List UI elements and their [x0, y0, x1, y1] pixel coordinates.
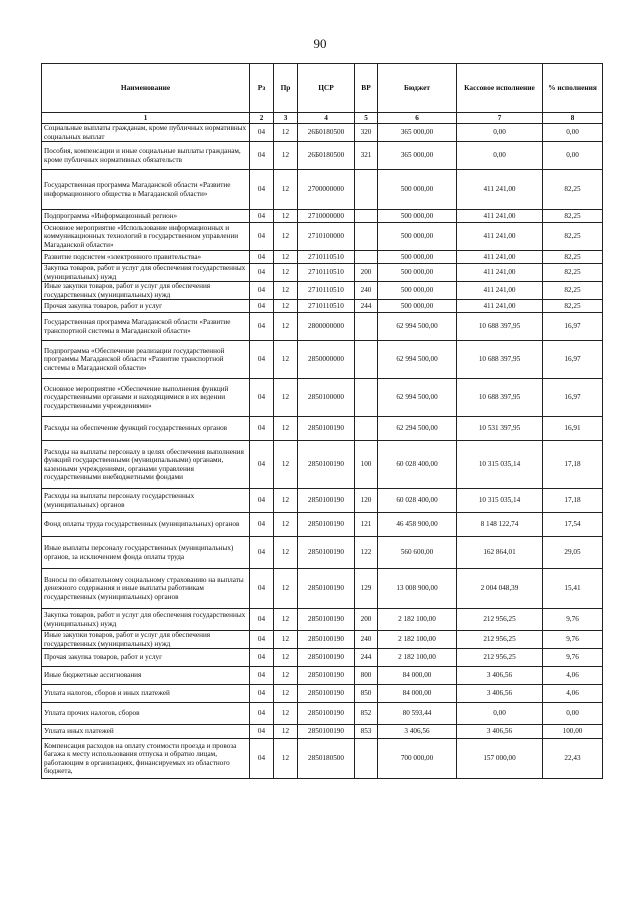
row-execution-percent: 0,00 — [543, 142, 603, 170]
row-execution-percent: 82,25 — [543, 170, 603, 210]
row-rz: 04 — [250, 341, 274, 379]
row-name: Подпрограмма «Обеспечение реализации государственной программы Магаданской области «Развитие транспортной системы в Магаданской области» — [42, 341, 250, 379]
row-vr — [355, 223, 378, 251]
table-row — [42, 170, 603, 210]
header-name: Наименование — [42, 64, 250, 113]
row-execution-percent: 82,25 — [543, 282, 603, 300]
row-csr: 26Б0180500 — [298, 124, 355, 142]
row-name: Развитие подсистем «электронного правительства» — [42, 251, 250, 264]
row-csr: 2850100190 — [298, 631, 355, 649]
row-pr: 12 — [274, 282, 298, 300]
table-row — [42, 251, 603, 264]
row-rz: 04 — [250, 313, 274, 341]
row-csr: 2850100190 — [298, 609, 355, 631]
row-execution-percent: 4,06 — [543, 685, 603, 703]
row-name: Основное мероприятие «Обеспечение выполнения функций государственными органами и находящимися в их ведении государственными учреждениями» — [42, 379, 250, 417]
row-pr: 12 — [274, 313, 298, 341]
column-number: 4 — [298, 113, 355, 124]
row-cash-execution: 8 148 122,74 — [457, 513, 543, 537]
table-row — [42, 703, 603, 725]
row-budget: 80 593,44 — [378, 703, 457, 725]
row-name: Взносы по обязательному социальному страхованию на выплаты денежного содержания и иные выплаты работникам государственных (муниципальных) органов — [42, 569, 250, 609]
column-number: 6 — [378, 113, 457, 124]
header-rz: Рз — [250, 64, 274, 113]
row-rz: 04 — [250, 441, 274, 489]
row-csr: 2710100000 — [298, 223, 355, 251]
row-cash-execution: 0,00 — [457, 124, 543, 142]
row-vr: 321 — [355, 142, 378, 170]
row-cash-execution: 162 864,01 — [457, 537, 543, 569]
row-csr: 26Б0180500 — [298, 142, 355, 170]
row-execution-percent: 15,41 — [543, 569, 603, 609]
table-row — [42, 264, 603, 282]
row-budget: 62 994 500,00 — [378, 313, 457, 341]
row-rz: 04 — [250, 609, 274, 631]
row-budget: 2 182 100,00 — [378, 649, 457, 667]
row-cash-execution: 411 241,00 — [457, 170, 543, 210]
row-name: Государственная программа Магаданской области «Развитие информационного общества в Магаданской области» — [42, 170, 250, 210]
row-name: Прочая закупка товаров, работ и услуг — [42, 649, 250, 667]
row-cash-execution: 0,00 — [457, 703, 543, 725]
row-name: Закупка товаров, работ и услуг для обеспечения государственных (муниципальных) нужд — [42, 264, 250, 282]
row-cash-execution: 3 406,56 — [457, 685, 543, 703]
row-name: Государственная программа Магаданской области «Развитие транспортной системы в Магаданской области» — [42, 313, 250, 341]
row-csr: 2850100190 — [298, 569, 355, 609]
row-vr — [355, 210, 378, 223]
table-row — [42, 379, 603, 417]
row-pr: 12 — [274, 513, 298, 537]
header-execution-percent: % исполнения — [543, 64, 603, 113]
table-row — [42, 223, 603, 251]
row-cash-execution: 212 956,25 — [457, 609, 543, 631]
row-pr: 12 — [274, 739, 298, 779]
budget-execution-table — [41, 63, 603, 779]
row-pr: 12 — [274, 703, 298, 725]
row-csr: 2850100190 — [298, 489, 355, 513]
row-name: Подпрограмма «Информационный регион» — [42, 210, 250, 223]
column-number: 2 — [250, 113, 274, 124]
row-csr: 2850100190 — [298, 725, 355, 739]
row-name: Иные бюджетные ассигнования — [42, 667, 250, 685]
table-row — [42, 609, 603, 631]
row-vr — [355, 170, 378, 210]
row-execution-percent: 17,54 — [543, 513, 603, 537]
row-cash-execution: 0,00 — [457, 142, 543, 170]
row-name: Уплата иных платежей — [42, 725, 250, 739]
row-rz: 04 — [250, 489, 274, 513]
row-rz: 04 — [250, 667, 274, 685]
row-vr — [355, 313, 378, 341]
row-csr: 2800000000 — [298, 313, 355, 341]
row-cash-execution: 411 241,00 — [457, 282, 543, 300]
row-cash-execution: 10 315 035,14 — [457, 441, 543, 489]
row-rz: 04 — [250, 251, 274, 264]
row-csr: 2710110510 — [298, 251, 355, 264]
row-vr: 244 — [355, 300, 378, 313]
row-cash-execution: 10 688 397,95 — [457, 313, 543, 341]
row-execution-percent: 16,97 — [543, 379, 603, 417]
row-csr: 2850100190 — [298, 703, 355, 725]
table-row — [42, 142, 603, 170]
row-vr: 200 — [355, 609, 378, 631]
row-vr — [355, 417, 378, 441]
row-budget: 62 994 500,00 — [378, 341, 457, 379]
row-cash-execution: 10 531 397,95 — [457, 417, 543, 441]
row-cash-execution: 411 241,00 — [457, 223, 543, 251]
row-vr: 240 — [355, 282, 378, 300]
row-pr: 12 — [274, 417, 298, 441]
row-execution-percent: 16,91 — [543, 417, 603, 441]
row-pr: 12 — [274, 251, 298, 264]
row-csr: 2710110510 — [298, 282, 355, 300]
row-vr: 100 — [355, 441, 378, 489]
row-csr: 2850100190 — [298, 685, 355, 703]
header-csr: ЦСР — [298, 64, 355, 113]
row-cash-execution: 411 241,00 — [457, 264, 543, 282]
row-vr: 320 — [355, 124, 378, 142]
row-vr: 853 — [355, 725, 378, 739]
column-number: 7 — [457, 113, 543, 124]
row-budget: 46 458 900,00 — [378, 513, 457, 537]
row-budget: 365 000,00 — [378, 142, 457, 170]
table-body — [42, 124, 603, 779]
row-csr: 2850100190 — [298, 667, 355, 685]
row-name: Основное мероприятие «Использование информационных и коммуникационных технологий в государственном управлении Магаданской области» — [42, 223, 250, 251]
page-number: 90 — [313, 36, 327, 51]
row-budget: 500 000,00 — [378, 210, 457, 223]
row-pr: 12 — [274, 142, 298, 170]
row-cash-execution: 2 004 048,39 — [457, 569, 543, 609]
table-row — [42, 725, 603, 739]
row-pr: 12 — [274, 341, 298, 379]
row-vr: 120 — [355, 489, 378, 513]
row-budget: 500 000,00 — [378, 282, 457, 300]
row-rz: 04 — [250, 739, 274, 779]
row-rz: 04 — [250, 685, 274, 703]
row-budget: 500 000,00 — [378, 251, 457, 264]
table-row — [42, 569, 603, 609]
row-budget: 500 000,00 — [378, 300, 457, 313]
row-name: Фонд оплаты труда государственных (муниципальных) органов — [42, 513, 250, 537]
table-row — [42, 489, 603, 513]
row-pr: 12 — [274, 124, 298, 142]
row-rz: 04 — [250, 379, 274, 417]
row-rz: 04 — [250, 142, 274, 170]
row-name: Иные закупки товаров, работ и услуг для обеспечения государственных (муниципальных) нужд — [42, 282, 250, 300]
row-budget: 500 000,00 — [378, 170, 457, 210]
table-row — [42, 631, 603, 649]
row-execution-percent: 17,18 — [543, 489, 603, 513]
row-cash-execution: 212 956,25 — [457, 631, 543, 649]
row-cash-execution: 3 406,56 — [457, 667, 543, 685]
row-budget: 365 000,00 — [378, 124, 457, 142]
row-execution-percent: 82,25 — [543, 223, 603, 251]
row-cash-execution: 411 241,00 — [457, 300, 543, 313]
table-row — [42, 667, 603, 685]
row-execution-percent: 17,18 — [543, 441, 603, 489]
row-cash-execution: 3 406,56 — [457, 725, 543, 739]
row-budget: 500 000,00 — [378, 264, 457, 282]
row-vr: 244 — [355, 649, 378, 667]
row-name: Расходы на выплаты персоналу государственных (муниципальных) органов — [42, 489, 250, 513]
row-execution-percent: 16,97 — [543, 313, 603, 341]
row-execution-percent: 0,00 — [543, 124, 603, 142]
header-row — [42, 64, 603, 113]
row-execution-percent: 22,43 — [543, 739, 603, 779]
row-pr: 12 — [274, 223, 298, 251]
row-budget: 60 028 400,00 — [378, 441, 457, 489]
table-row — [42, 282, 603, 300]
row-rz: 04 — [250, 170, 274, 210]
row-name: Компенсация расходов на оплату стоимости проезда и провоза багажа к месту использования отпуска и обратно лицам, работающим в организациях, финансируемых из областного бюджета, — [42, 739, 250, 779]
row-execution-percent: 0,00 — [543, 703, 603, 725]
row-vr: 121 — [355, 513, 378, 537]
header-budget: Бюджет — [378, 64, 457, 113]
header-vr: ВР — [355, 64, 378, 113]
row-execution-percent: 100,00 — [543, 725, 603, 739]
row-cash-execution: 10 315 035,14 — [457, 489, 543, 513]
column-number: 3 — [274, 113, 298, 124]
row-name: Прочая закупка товаров, работ и услуг — [42, 300, 250, 313]
table-row — [42, 441, 603, 489]
row-budget: 13 008 900,00 — [378, 569, 457, 609]
row-cash-execution: 411 241,00 — [457, 251, 543, 264]
row-vr: 852 — [355, 703, 378, 725]
row-name: Социальные выплаты гражданам, кроме публичных нормативных социальных выплат — [42, 124, 250, 142]
row-rz: 04 — [250, 124, 274, 142]
row-execution-percent: 9,76 — [543, 609, 603, 631]
row-execution-percent: 4,06 — [543, 667, 603, 685]
table-row — [42, 417, 603, 441]
row-name: Закупка товаров, работ и услуг для обеспечения государственных (муниципальных) нужд — [42, 609, 250, 631]
row-rz: 04 — [250, 223, 274, 251]
row-vr — [355, 739, 378, 779]
row-pr: 12 — [274, 667, 298, 685]
row-csr: 2850180500 — [298, 739, 355, 779]
row-csr: 2710110510 — [298, 300, 355, 313]
row-csr: 2710000000 — [298, 210, 355, 223]
row-csr: 2850000000 — [298, 341, 355, 379]
row-cash-execution: 10 688 397,95 — [457, 379, 543, 417]
row-name: Иные выплаты персоналу государственных (муниципальных) органов, за исключением фонда оплаты труда — [42, 537, 250, 569]
row-pr: 12 — [274, 379, 298, 417]
row-pr: 12 — [274, 631, 298, 649]
row-cash-execution: 411 241,00 — [457, 210, 543, 223]
row-rz: 04 — [250, 300, 274, 313]
header-cash-execution: Кассовое исполнение — [457, 64, 543, 113]
header-pr: Пр — [274, 64, 298, 113]
row-name: Расходы на обеспечение функций государственных органов — [42, 417, 250, 441]
row-budget: 560 600,00 — [378, 537, 457, 569]
row-csr: 2710110510 — [298, 264, 355, 282]
row-vr: 129 — [355, 569, 378, 609]
row-vr: 122 — [355, 537, 378, 569]
column-number: 5 — [355, 113, 378, 124]
row-csr: 2850100190 — [298, 649, 355, 667]
row-budget: 62 994 500,00 — [378, 379, 457, 417]
row-vr — [355, 379, 378, 417]
row-pr: 12 — [274, 264, 298, 282]
row-cash-execution: 212 956,25 — [457, 649, 543, 667]
row-pr: 12 — [274, 441, 298, 489]
row-budget: 2 182 100,00 — [378, 609, 457, 631]
table-row — [42, 513, 603, 537]
row-rz: 04 — [250, 417, 274, 441]
row-vr: 200 — [355, 264, 378, 282]
row-budget: 700 000,00 — [378, 739, 457, 779]
row-execution-percent: 82,25 — [543, 300, 603, 313]
row-budget: 84 000,00 — [378, 667, 457, 685]
row-rz: 04 — [250, 703, 274, 725]
row-rz: 04 — [250, 631, 274, 649]
row-budget: 60 028 400,00 — [378, 489, 457, 513]
row-budget: 500 000,00 — [378, 223, 457, 251]
row-csr: 2850100190 — [298, 513, 355, 537]
row-budget: 84 000,00 — [378, 685, 457, 703]
row-rz: 04 — [250, 282, 274, 300]
row-pr: 12 — [274, 170, 298, 210]
table-row — [42, 537, 603, 569]
table-row — [42, 341, 603, 379]
row-execution-percent: 16,97 — [543, 341, 603, 379]
table-row — [42, 685, 603, 703]
table-row — [42, 210, 603, 223]
row-vr: 800 — [355, 667, 378, 685]
row-pr: 12 — [274, 300, 298, 313]
row-budget: 3 406,56 — [378, 725, 457, 739]
row-vr — [355, 251, 378, 264]
column-number-row — [42, 113, 603, 124]
row-pr: 12 — [274, 569, 298, 609]
row-csr: 2850100000 — [298, 379, 355, 417]
row-rz: 04 — [250, 264, 274, 282]
table-row — [42, 300, 603, 313]
row-pr: 12 — [274, 725, 298, 739]
row-csr: 2850100190 — [298, 441, 355, 489]
row-name: Расходы на выплаты персоналу в целях обеспечения выполнения функций государственными (муниципальными) органами, казенными учреждениями, органами управления государственными внебюджетными фондами — [42, 441, 250, 489]
row-csr: 2700000000 — [298, 170, 355, 210]
row-name: Уплата налогов, сборов и иных платежей — [42, 685, 250, 703]
row-pr: 12 — [274, 649, 298, 667]
table-row — [42, 313, 603, 341]
row-rz: 04 — [250, 569, 274, 609]
row-name: Иные закупки товаров, работ и услуг для обеспечения государственных (муниципальных) нужд — [42, 631, 250, 649]
row-name: Уплата прочих налогов, сборов — [42, 703, 250, 725]
row-cash-execution: 157 000,00 — [457, 739, 543, 779]
row-csr: 2850100190 — [298, 537, 355, 569]
table-row — [42, 124, 603, 142]
row-rz: 04 — [250, 537, 274, 569]
row-execution-percent: 82,25 — [543, 264, 603, 282]
row-budget: 62 294 500,00 — [378, 417, 457, 441]
row-execution-percent: 29,05 — [543, 537, 603, 569]
row-rz: 04 — [250, 725, 274, 739]
table-row — [42, 739, 603, 779]
row-rz: 04 — [250, 210, 274, 223]
row-vr: 240 — [355, 631, 378, 649]
row-pr: 12 — [274, 489, 298, 513]
row-execution-percent: 82,25 — [543, 251, 603, 264]
row-execution-percent: 9,76 — [543, 649, 603, 667]
row-vr: 850 — [355, 685, 378, 703]
row-pr: 12 — [274, 210, 298, 223]
row-pr: 12 — [274, 685, 298, 703]
row-cash-execution: 10 688 397,95 — [457, 341, 543, 379]
row-pr: 12 — [274, 609, 298, 631]
row-budget: 2 182 100,00 — [378, 631, 457, 649]
row-execution-percent: 9,76 — [543, 631, 603, 649]
row-rz: 04 — [250, 649, 274, 667]
row-vr — [355, 341, 378, 379]
row-rz: 04 — [250, 513, 274, 537]
row-name: Пособия, компенсации и иные социальные выплаты гражданам, кроме публичных нормативных обязательств — [42, 142, 250, 170]
table-row — [42, 649, 603, 667]
column-number: 1 — [42, 113, 250, 124]
column-number: 8 — [543, 113, 603, 124]
row-execution-percent: 82,25 — [543, 210, 603, 223]
row-pr: 12 — [274, 537, 298, 569]
row-csr: 2850100190 — [298, 417, 355, 441]
